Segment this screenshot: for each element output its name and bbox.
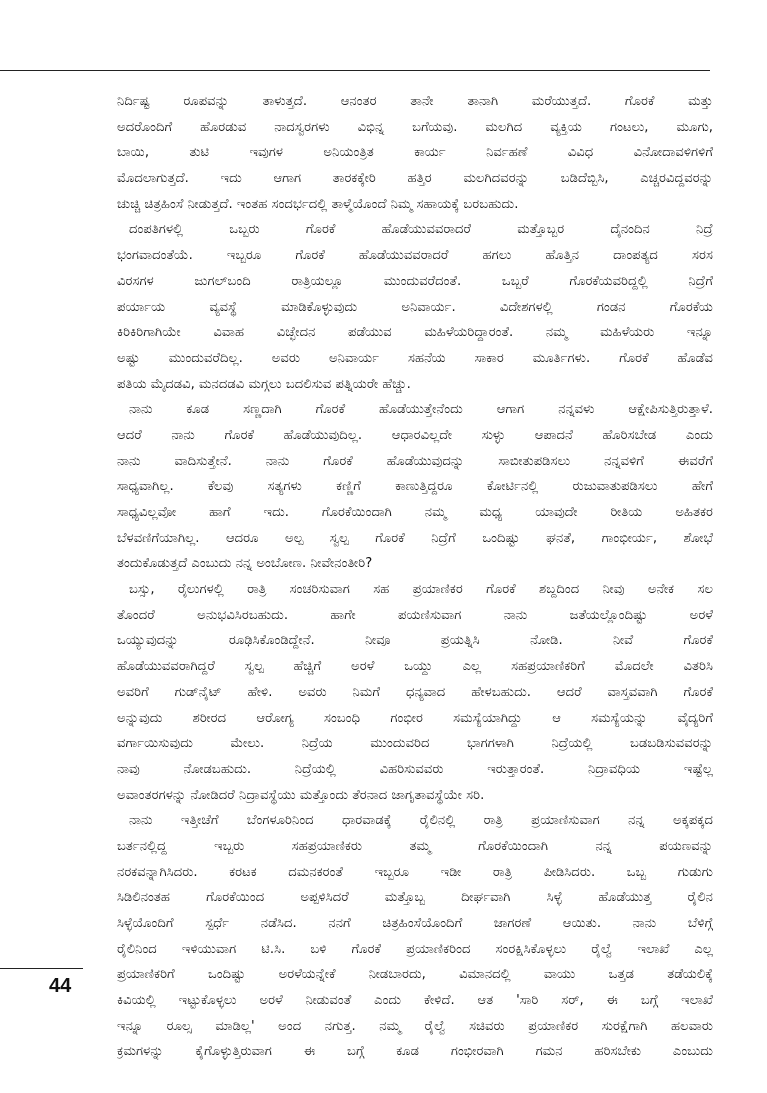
- text-line: ನಿರ್ದಿಷ್ಟ ರೂಪವನ್ನು ತಾಳುತ್ತದೆ. ಆನಂತರ ತಾನೇ ತಾನಾಗಿ ಮರೆಯುತ್ತದೆ. ಗೊರಕೆ ಮತ್ತು: [117, 94, 713, 109]
- text-line: ತಂದುಕೊಡುತ್ತದೆ ಎಂಬುದು ನನ್ನ ಅಂಬೋಣ. ನೀವೇನಂತೀರಿ?: [117, 556, 373, 572]
- text-line: ಅನ್ನುವುದು ಶರೀರದ ಆರೋಗ್ಯ ಸಂಬಂಧಿ ಗಂಭೀರ ಸಮಸ್ಯೆಯಾಗಿದ್ದು ಆ ಸಮಸ್ಯೆಯನ್ನು ವೈದ್ಯರಿಗೆ: [117, 710, 713, 726]
- text-line: ಸಿಡಿಲಿನಂತಹ ಗೊರಕೆಯಿಂದ ಅಪ್ಪಳಿಸಿದರೆ ಮತ್ತೊಬ್ಬ ದೀರ್ಘವಾಗಿ ಸಿಳ್ಳೆ ಹೊಡೆಯುತ್ತ ರೈಲಿನ: [117, 890, 713, 906]
- text-line: ಇನ್ನೂ ರೂಲ್ಸ ಮಾಡಿಲ್ಲ' ಅಂದ ನಗುತ್ತ. ನಮ್ಮ ರೈಲ್ವೆ ಸಚಿವರು ಪ್ರಯಾಣಿಕರ ಸುರಕ್ಷೆಗಾಗಿ ಹಲವಾರು: [117, 1018, 713, 1034]
- text-line: ನರಕವನ್ನಾಗಿಸಿದರು. ಕರಟಕ ದಮನಕರಂತೆ ಇಬ್ಬರೂ ಇಡೀ ರಾತ್ರಿ ಪೀಡಿಸಿದರು. ಒಬ್ಬ ಗುಡುಗು: [117, 864, 713, 880]
- text-line: ಆದರೆ ನಾನು ಗೊರಕೆ ಹೊಡೆಯುವುದಿಲ್ಲ. ಆಧಾರವಿಲ್ಲದೇ ಸುಳ್ಳು ಆಪಾದನೆ ಹೊರಿಸಬೇಡ ಎಂದು: [117, 427, 713, 443]
- text-line: ಕಿರಿಕಿರಿಗಾಗಿಯೇ ವಿವಾಹ ವಿಚ್ಛೇದನ ಪಡೆಯುವ ಮಹಿಳೆಯರಿದ್ದಾರಂತೆ. ನಮ್ಮ ಮಹಿಳೆಯರು ಇನ್ನೂ: [117, 325, 713, 341]
- text-line: ಚುಚ್ಚಿ ಚಿತ್ರಹಿಂಸೆ ನೀಡುತ್ತದೆ. ಇಂತಹ ಸಂದರ್ಭದಲ್ಲಿ ತಾಳ್ಮೆಯೊಂದೆ ನಿಮ್ಮ ಸಹಾಯಕ್ಕೆ ಬರಬಹುದು.: [117, 196, 519, 212]
- text-line: ಬೆಳವಣಿಗೆಯಾಗಿಲ್ಲ. ಆದರೂ ಅಲ್ಪ ಸ್ವಲ್ಪ ಗೊರಕೆ ನಿದ್ರೆಗೆ ಒಂದಿಷ್ಟು ಘನತೆ, ಗಾಂಭೀರ್ಯ, ಶೋಭೆ: [117, 530, 713, 546]
- text-line: ಭಂಗವಾದಂತೆಯೆ. ಇಬ್ಬರೂ ಗೊರಕೆ ಹೊಡೆಯುವವರಾದರೆ ಹಗಲು ಹೊತ್ತಿನ ದಾಂಪತ್ಯದ ಸರಸ: [117, 248, 713, 264]
- page-number: 44: [49, 975, 72, 997]
- text-line: ವರ್ಗಾಯಿಸುವುದು ಮೇಲು. ನಿದ್ರೆಯ ಮುಂದುವರಿದ ಭಾಗಗಳಾಗಿ ನಿದ್ರೆಯಲ್ಲಿ ಬಡಬಡಿಸುವವರನ್ನು: [117, 736, 713, 752]
- text-line: ನಾವು ನೋಡಬಹುದು. ನಿದ್ರೆಯಲ್ಲಿ ವಿಹರಿಸುವವರು ಇರುತ್ತಾರಂತೆ. ನಿದ್ರಾವಧಿಯ ಇಷ್ಟೆಲ್ಲ: [117, 761, 713, 777]
- paragraph: [117, 89, 713, 217]
- text-line: ತೊಂದರೆ ಅನುಭವಿಸಿರಬಹುದು. ಹಾಗೇ ಪಯಣಿಸುವಾಗ ನಾನು ಜತೆಯಲ್ಲೊಂದಿಷ್ಟು ಅರಳೆ: [117, 607, 713, 623]
- page-body: [117, 89, 713, 1065]
- text-line: ಪರ್ಯಾಯ ವ್ಯವಸ್ಥೆ ಮಾಡಿಕೊಳ್ಳುವುದು ಅನಿವಾರ್ಯ. ವಿದೇಶಗಳಲ್ಲಿ ಗಂಡನ ಗೊರಕೆಯ: [117, 299, 713, 315]
- text-line: ಒಯ್ಯುವುದನ್ನು ರೂಢಿಸಿಕೊಂಡಿದ್ದೇನೆ. ನೀವೂ ಪ್ರಯತ್ನಿಸಿ ನೋಡಿ. ನೀವೆ ಗೊರಕೆ: [117, 633, 713, 649]
- text-line: ಅದರೊಂದಿಗೆ ಹೊರಡುವ ನಾದಸ್ವರಗಳು ವಿಭಿನ್ನ ಬಗೆಯವು. ಮಲಗಿದ ವ್ಯಕ್ತಿಯ ಗಂಟಲು, ಮೂಗು,: [117, 119, 713, 135]
- text-line: ವಿರಸಗಳ ಜುಗಲ್‌ಬಂದಿ ರಾತ್ರಿಯಲ್ಲೂ ಮುಂದುವರೆದಂತೆ. ಒಬ್ಬರೆ ಗೊರಕೆಯವರಿದ್ದಲ್ಲಿ ನಿದ್ರೆಗೆ: [117, 273, 713, 289]
- text-line: ದಂಪತಿಗಳಲ್ಲಿ ಒಬ್ಬರು ಗೊರಕೆ ಹೊಡೆಯುವವರಾದರೆ ಮತ್ತೊಬ್ಬರ ದೈನಂದಿನ ನಿದ್ರೆ: [129, 222, 713, 238]
- paragraph: [117, 577, 713, 808]
- text-line: ಕ್ರಮಗಳನ್ನು ಕೈಗೊಳ್ಳುತ್ತಿರುವಾಗ ಈ ಬಗ್ಗೆ ಕೂಡ ಗಂಭೀರವಾಗಿ ಗಮನ ಹರಿಸಬೇಕು ಎಂಬುದು: [117, 1044, 713, 1060]
- text-line: ಅವಾಂತರಗಳನ್ನು ನೋಡಿದರೆ ನಿದ್ರಾವಸ್ಥೆಯು ಮತ್ತೊಂದು ತೆರನಾದ ಜಾಗೃತಾವಸ್ಥೆಯೇ ಸರಿ.: [117, 787, 485, 803]
- text-line: ಕಿವಿಯಲ್ಲಿ ಇಟ್ಟುಕೊಳ್ಳಲು ಅರಳೆ ನೀಡುವಂತೆ ಎಂದು ಕೇಳಿದೆ. ಆತ 'ಸಾರಿ ಸರ್, ಈ ಬಗ್ಗೆ ಇಲಾಖೆ: [117, 993, 713, 1009]
- text-line: ಪತಿಯ ಮೈದಡವಿ, ಮನದಡವಿ ಮಗ್ಗಲು ಬದಲಿಸುವ ಪತ್ನಿಯರೇ ಹೆಚ್ಚು.: [117, 376, 411, 392]
- paragraph: [117, 808, 713, 1065]
- paragraph: [117, 217, 713, 397]
- text-line: ನಾನು ಇತ್ತೀಚೆಗೆ ಬೆಂಗಳೂರಿನಿಂದ ಧಾರವಾಡಕ್ಕೆ ರೈಲಿನಲ್ಲಿ ರಾತ್ರಿ ಪ್ರಯಾಣಿಸುವಾಗ ನನ್ನ ಅಕ್ಕಪಕ್ಕದ: [129, 813, 713, 829]
- text-line: ಮೊದಲಾಗುತ್ತದೆ. ಇದು ಆಗಾಗ ತಾರಕಕ್ಕೇರಿ ಹತ್ತಿರ ಮಲಗಿದವರನ್ನು ಬಡಿದೆಬ್ಬಿಸಿ, ಎಚ್ಚರವಿದ್ದವರನ್ನು: [117, 171, 713, 187]
- text-line: ಸಾಧ್ಯವಿಲ್ಲವೋ ಹಾಗೆ ಇದು. ಗೊರಕೆಯಿಂದಾಗಿ ನಮ್ಮ ಮಧ್ಯ ಯಾವುದೇ ರೀತಿಯ ಅಹಿತಕರ: [117, 505, 713, 520]
- text-line: ನಾನು ಕೂಡ ಸಣ್ಣದಾಗಿ ಗೊರಕೆ ಹೊಡೆಯುತ್ತೇನೆಂದು ಆಗಾಗ ನನ್ನವಳು ಆಕ್ಷೇಪಿಸುತ್ತಿರುತ್ತಾಳೆ.: [129, 402, 713, 418]
- footer-rule: [0, 968, 83, 969]
- paragraph: [117, 397, 713, 577]
- text-line: ಪ್ರಯಾಣಿಕರಿಗೆ ಒಂದಿಷ್ಟು ಅರಳೆಯನ್ನೇಕೆ ನೀಡಬಾರದು, ವಿಮಾನದಲ್ಲಿ ವಾಯು ಒತ್ತಡ ತಡೆಯಲಿಕ್ಕೆ: [117, 967, 713, 983]
- text-line: ಹೊಡೆಯುವವರಾಗಿದ್ದರೆ ಸ್ವಲ್ಪ ಹೆಚ್ಚಿಗೆ ಅರಳೆ ಒಯ್ದು ಎಲ್ಲ ಸಹಪ್ರಯಾಣಿಕರಿಗೆ ಮೊದಲೇ ವಿತರಿಸಿ: [117, 659, 713, 675]
- text-line: ಸಿಳ್ಳೆಯೊಂದಿಗೆ ಸ್ಪರ್ಧೆ ನಡೆಸಿದ. ನನಗೆ ಚಿತ್ರಹಿಂಸೆಯೊಂದಿಗೆ ಜಾಗರಣೆ ಆಯಿತು. ನಾನು ಬೆಳಿಗ್ಗೆ: [117, 916, 713, 931]
- header-rule: [0, 70, 710, 71]
- text-line: ಅವರಿಗೆ ಗುಡ್‌ನೈಟ್ ಹೇಳಿ. ಅವರು ನಿಮಗೆ ಧನ್ಯವಾದ ಹೇಳಬಹುದು. ಆದರೆ ವಾಸ್ತವವಾಗಿ ಗೊರಕೆ: [117, 684, 713, 700]
- text-line: ರೈಲಿನಿಂದ ಇಳಿಯುವಾಗ ಟಿ.ಸಿ. ಬಳಿ ಗೊರಕೆ ಪ್ರಯಾಣಿಕರಿಂದ ಸಂರಕ್ಷಿಸಿಕೊಳ್ಳಲು ರೈಲ್ವೆ ಇಲಾಖೆ ಎಲ್ಲ: [117, 941, 713, 957]
- text-line: ಬರ್ತನಲ್ಲಿದ್ದ ಇಬ್ಬರು ಸಹಪ್ರಯಾಣಿಕರು ತಮ್ಮ ಗೊರಕೆಯಿಂದಾಗಿ ನನ್ನ ಪಯಣವನ್ನು: [117, 838, 713, 854]
- text-line: ಅಷ್ಟು ಮುಂದುವರೆದಿಲ್ಲ. ಅವರು ಅನಿವಾರ್ಯ ಸಹನೆಯ ಸಾಕಾರ ಮೂರ್ತಿಗಳು. ಗೊರಕೆ ಹೊಡೆವ: [117, 350, 713, 366]
- text-line: ಬಸ್ಸು, ರೈಲುಗಳಲ್ಲಿ ರಾತ್ರಿ ಸಂಚರಿಸುವಾಗ ಸಹ ಪ್ರಯಾಣಿಕರ ಗೊರಕೆ ಶಬ್ದದಿಂದ ನೀವು ಅನೇಕ ಸಲ: [129, 582, 713, 598]
- text-line: ಬಾಯಿ, ತುಟಿ ಇವುಗಳ ಅನಿಯಂತ್ರಿತ ಕಾರ್ಯ ನಿರ್ವಹಣೆ ವಿವಿಧ ವಿನೋದಾವಳಿಗಳಿಗೆ: [117, 145, 713, 161]
- text-line: ಸಾಧ್ಯವಾಗಿಲ್ಲ. ಕೆಲವು ಸತ್ಯಗಳು ಕಣ್ಣಿಗೆ ಕಾಣುತ್ತಿದ್ದರೂ ಕೋರ್ಟಿನಲ್ಲಿ ರುಜುವಾತುಪಡಿಸಲು ಹೇಗೆ: [117, 479, 713, 495]
- text-line: ನಾನು ವಾದಿಸುತ್ತೇನೆ. ನಾನು ಗೊರಕೆ ಹೊಡೆಯುವುದನ್ನು ಸಾಬೀತುಪಡಿಸಲು ನನ್ನವಳಿಗೆ ಈವರೆಗೆ: [117, 453, 713, 469]
